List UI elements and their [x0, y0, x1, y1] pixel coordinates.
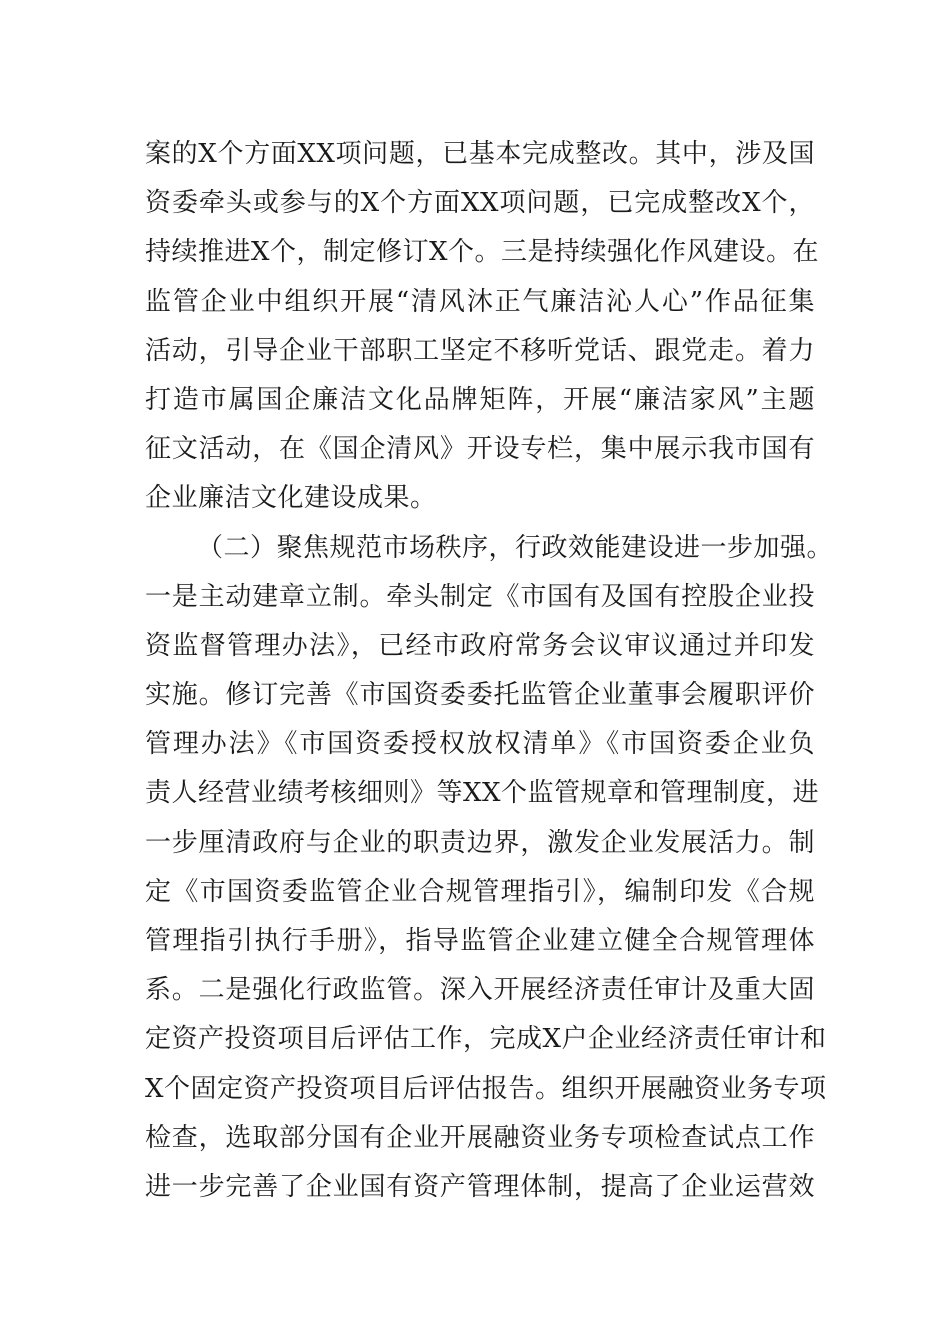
- text-line: 监管企业中组织开展“清风沐正气廉洁沁人心”作品征集: [145, 286, 815, 317]
- text-line: 活动，引导企业干部职工坚定不移听党话、跟党走。着力: [145, 335, 815, 366]
- text-line: 实施。修订完善《市国资委委托监管企业董事会履职评价: [145, 680, 815, 711]
- text-line: 管理指引执行手册》，指导监管企业建立健全合规管理体: [145, 926, 815, 956]
- paragraph-2: [145, 524, 834, 1213]
- text-line: 定《市国资委监管企业合规管理指引》，编制印发《合规: [145, 876, 815, 907]
- text-line: 资委牵头或参与的X个方面XX项问题，已完成整改X个，: [145, 188, 815, 219]
- document-body: [145, 130, 834, 1212]
- text-line: 资监督管理办法》，已经市政府常务会议审议通过并印发: [145, 630, 815, 661]
- text-line: 案的X个方面XX项问题，已基本完成整改。其中，涉及国: [145, 139, 815, 169]
- text-line: 征文活动，在《国企清风》开设专栏，集中展示我市国有: [145, 434, 815, 465]
- text-line: 检查，选取部分国有企业开展融资业务专项检查试点工作: [145, 1122, 815, 1153]
- text-line: 一是主动建章立制。牵头制定《市国有及国有控股企业投: [145, 581, 815, 612]
- section-heading-line: （二）聚焦规范市场秩序，行政效能建设进一步加强。: [197, 532, 834, 563]
- text-line: 系。二是强化行政监管。深入开展经济责任审计及重大固: [145, 975, 815, 1006]
- text-line: 责人经营业绩考核细则》等XX个监管规章和管理制度，进: [145, 778, 820, 809]
- text-line: 打造市属国企廉洁文化品牌矩阵，开展“廉洁家风”主题: [145, 384, 815, 415]
- text-line: 持续推进X个，制定修订X个。三是持续强化作风建设。在: [145, 237, 820, 268]
- text-line: 进一步完善了企业国有资产管理体制，提高了企业运营效: [145, 1171, 815, 1202]
- paragraph-1: [145, 130, 820, 524]
- text-line: 管理办法》《市国资委授权放权清单》《市国资委企业负: [145, 729, 815, 760]
- text-line: 企业廉洁文化建设成果。: [145, 483, 437, 514]
- text-line: X个固定资产投资项目后评估报告。组织开展融资业务专项: [145, 1073, 827, 1104]
- text-line: 一步厘清政府与企业的职责边界，激发企业发展活力。制: [145, 827, 815, 858]
- text-line: 定资产投资项目后评估工作，完成X户企业经济责任审计和: [145, 1024, 827, 1055]
